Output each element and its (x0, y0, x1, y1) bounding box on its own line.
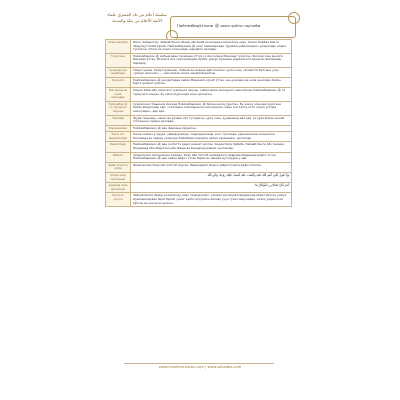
table-row (106, 142, 292, 152)
row-label: Ҳижрати (106, 77, 131, 87)
row-content: أَسْرَعُكُنَّ لَحَاقًا بِي أَطْوَلُكُنَّ يَدًا (131, 183, 292, 193)
row-label: Вафоти (106, 152, 131, 162)
table-row (106, 53, 292, 67)
table-row (106, 183, 292, 193)
table-row (106, 87, 292, 101)
table-row (106, 67, 292, 77)
row-content: Жуда тақводор, намоз ва рўзани кўп тутадиган, қўли очиқ, ҳунарманд аёл эди; ўз қўли билан ишлаб топганини садақа қиларди. (131, 115, 292, 125)
row-label: Тавсифи (106, 115, 131, 125)
row-content: Пайғамбаримиз ﷺ дан фарзанд кўрмаган. (131, 125, 292, 132)
row-label: Ким билан ва нима мақсадда (106, 87, 131, 101)
row-content: Зайнаб бинти Жаҳш розияллоҳу анҳо тақводорлик, саховат ва меҳнатсеварликда ибрат бўлган уммул мўмининлардан бири бўлиб, унинг ҳаёти мусулмон аёллар учун гўзал намунадир. Аллоҳ ундан рози бўлсин ва уни рози қилсин. (131, 193, 292, 207)
table-row (106, 162, 292, 172)
row-content: Ҳижратнинг йигирманчи йилида, Умар ибн Хаттоб халифалиги даврида Мадинада вафот этган. Пайғамбаримиз ﷺ дан кейин вафот этган биринчи завжаи мутоҳҳара у эди. (131, 152, 292, 162)
title-frame (170, 16, 296, 38)
biography-table (105, 39, 292, 207)
table-row (106, 152, 292, 162)
table-row (106, 125, 292, 132)
row-content: Жанозасини Умар ибн Хаттоб ўқиган, Мадинадаги Бақиъ қабристонига дафн этилган. (131, 162, 292, 172)
row-label: Оятда зикр қилиниши (106, 173, 131, 183)
row-content: Пайғамбаримиз ﷺ дан ўн битта ҳадис ривоят қилган. Ундан Умму Ҳабиба, Зайнаб бинти Абу Салама, Муҳаммад ибн Абдуллоҳ ибн Жаҳш ва бошқалар ривоят қилганлар. (131, 142, 292, 152)
table-row (106, 40, 292, 54)
row-label: Кунялари ва лақаблари (106, 67, 131, 77)
row-content: Пайғамбарлик ﷺ мабъасидан тахминан ўттиз уч йил олдин Маккада туғилган. Болалиги ва ёшлиги Маккада ўтган, Исломга илк кирганлардан бўлиб, уммул мўминин даражасига эришган аёллардан биридир. (131, 53, 292, 67)
row-content: Ҳижратнинг бешинчи йилида Пайғамбаримиз ﷺ билан никоҳ ўқилган. Бу никоҳ осмонда ўқилгани билан фахрланар эди: «Сизларни оилаларингиз никоҳлаган, мени эса Аллоҳ етти осмон устида никоҳлади», дер эди. (131, 101, 292, 115)
footer-links: www.muslimsuvwan.com | www.sahaaba.com (158, 365, 242, 369)
document-title: Пайғамбарўғлони ﷺ икки ҳаёти тартиби (177, 23, 261, 28)
row-label: Қисқача хулоса (106, 193, 131, 207)
table-row (106, 132, 292, 142)
arabic-calligraphy-logo: سلسلة أعلام من بلاد المشرق علماء الأئمة الأعلام من مكة والمدينة (107, 12, 167, 23)
row-label: Исми шарифи (106, 40, 131, 54)
row-label: Фарзандлари (106, 125, 131, 132)
table-row (106, 101, 292, 115)
table-row (106, 77, 292, 87)
table-row (106, 193, 292, 207)
row-label: Тугилгани (106, 53, 131, 67)
row-label: Ўзига хос фазилатлари (106, 132, 131, 142)
table-row (106, 115, 292, 125)
row-content: وَإِذْ تَقُولُ لِلَّذِي أَنْعَمَ اللَّهُ عَلَيْهِ وَأَنْعَمْتَ عَلَيْهِ أَمْسِكْ عَلَيْكَ زَوْجَكَ وَاتَّقِ اللَّهَ (131, 173, 292, 183)
table-row (106, 173, 292, 183)
row-content: Олдин Зайд ибн Ҳорисага турмушга чиққан, кейинчалик Аллоҳнинг амри билан Пайғамбаримиз ﷺ га турмушга чиққан, бу никоҳ Қуръонда зикр қилинган. (131, 87, 292, 101)
footer-divider (124, 363, 274, 364)
row-content: Уммул ҳакам, Уммул мўминин, Зайнаб ал-Асадия деб аталган; қўли очиқ, саховатли бўлгани учун «уммул масокин» — мискинлар онаси лақаби берилган. (131, 67, 292, 77)
row-content: Оиша онамиз у ҳақда: «Диндорликда, тақводорликда, рост сўзликда, қариндошлик алоқасини боғлашда ва садақа қилишда Зайнабдан яхшироқ аёлни кўрмадим», деганлар. (131, 132, 292, 142)
row-label: Пайғамбар ﷺ га турмушга чиқиши (106, 101, 131, 115)
row-content: Иисм: Зайдхотин, Зайнаб бинти Жаҳш ибн Риёб ал-Асадия розияллоҳу анҳо. Онаси Умайма бинти Абдулмутталиб бўлиб, Пайғамбаримиз ﷺ нинг аммаларидан, Қурайш қабиласидан, ҳижратдан олдин туғилган. Отаси ва онаси томонидан шарафли оиладан. (131, 40, 292, 54)
row-content: Пайғамбаримиз ﷺ ҳижратидан кейин Мадинага кўчиб ўтган, ака-укалари ва оила аъзолари билан бирга ҳижрат қилган. (131, 77, 292, 87)
row-label: Дафн этилган жойи (106, 162, 131, 172)
row-label: Ҳадисда зикр қилиниши (106, 183, 131, 193)
document-header (106, 12, 294, 40)
row-label: Ривоятлари (106, 142, 131, 152)
